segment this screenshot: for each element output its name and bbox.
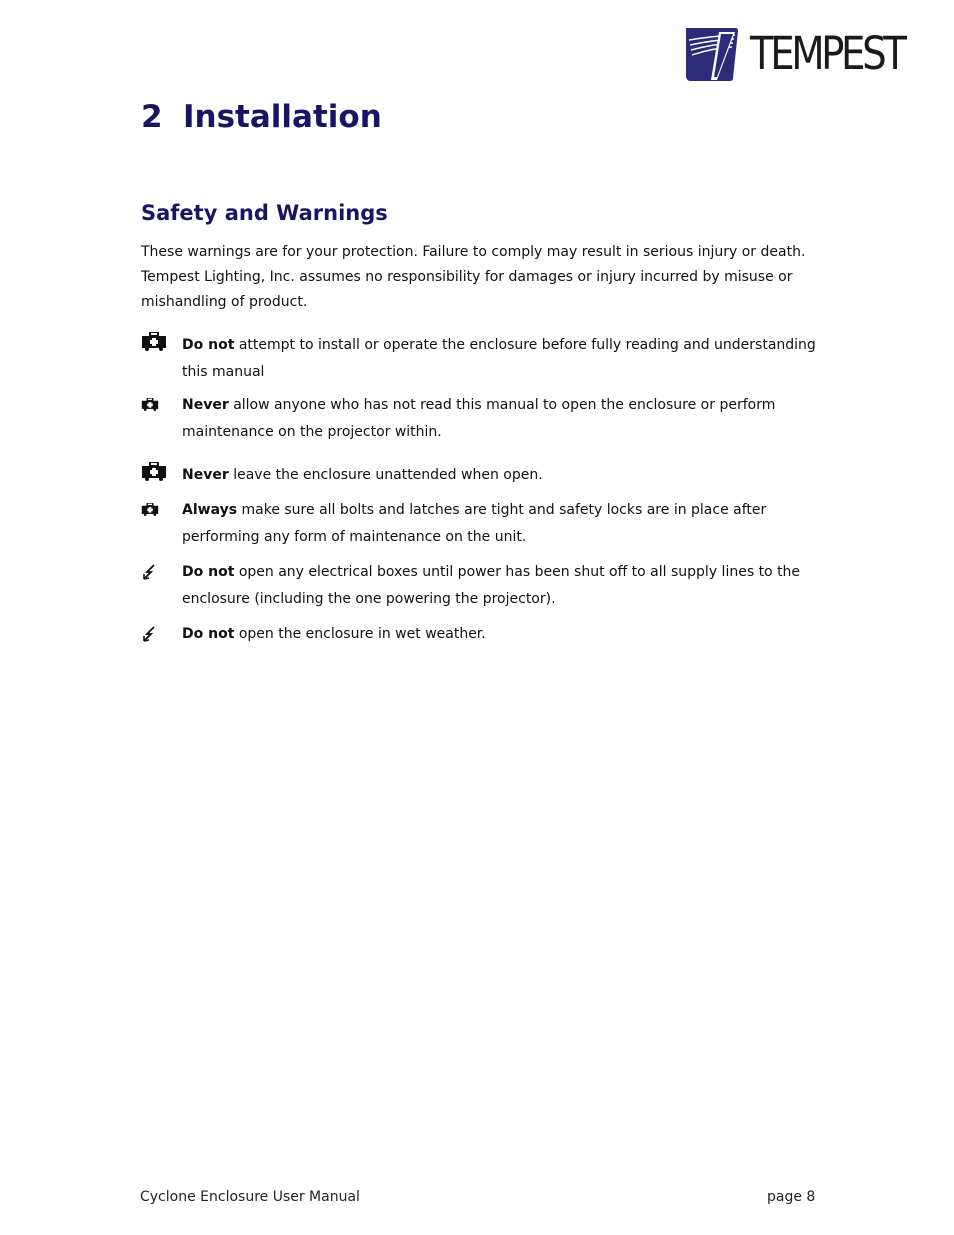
lightning-bolt-icon [141,626,157,642]
intro-paragraph: These warnings are for your protection. Failure to comply may result in serious injury or death. Tempest Lighting, Inc. assumes no responsibility for damages or injury incurred by misuse or mishandling of product. [141,244,806,310]
footer-document-title: Cyclone Enclosure User Manual [140,1189,360,1205]
chapter-heading [141,96,382,138]
lightning-bolt-icon [141,564,157,580]
first-aid-kit-icon [141,332,167,351]
chapter-number: 2 [141,99,163,135]
warning-text: Never allow anyone who has not read this manual to open the enclosure or perform maintenance on the projector within. [182,397,776,440]
warning-text: Always make sure all bolts and latches are tight and safety locks are in place after performing any form of maintenance on the unit. [182,502,767,545]
tempest-wordmark: TEMPEST [750,27,904,80]
warning-text: Do not open the enclosure in wet weather. [182,626,486,642]
first-aid-kit-icon [141,398,159,411]
section-heading: Safety and Warnings [141,201,388,225]
chapter-title: Installation [183,99,382,135]
first-aid-kit-icon [141,503,159,516]
footer-page-number: page 8 [767,1189,816,1205]
warning-text: Do not attempt to install or operate the enclosure before fully reading and understanding this manual [182,337,816,380]
tempest-logo-mark-icon [683,26,739,83]
first-aid-kit-icon [141,462,167,481]
warning-text: Never leave the enclosure unattended when open. [182,467,543,483]
warning-text: Do not open any electrical boxes until power has been shut off to all supply lines to the enclosure (including the one powering the projector). [182,564,801,607]
tempest-logo [683,26,923,84]
